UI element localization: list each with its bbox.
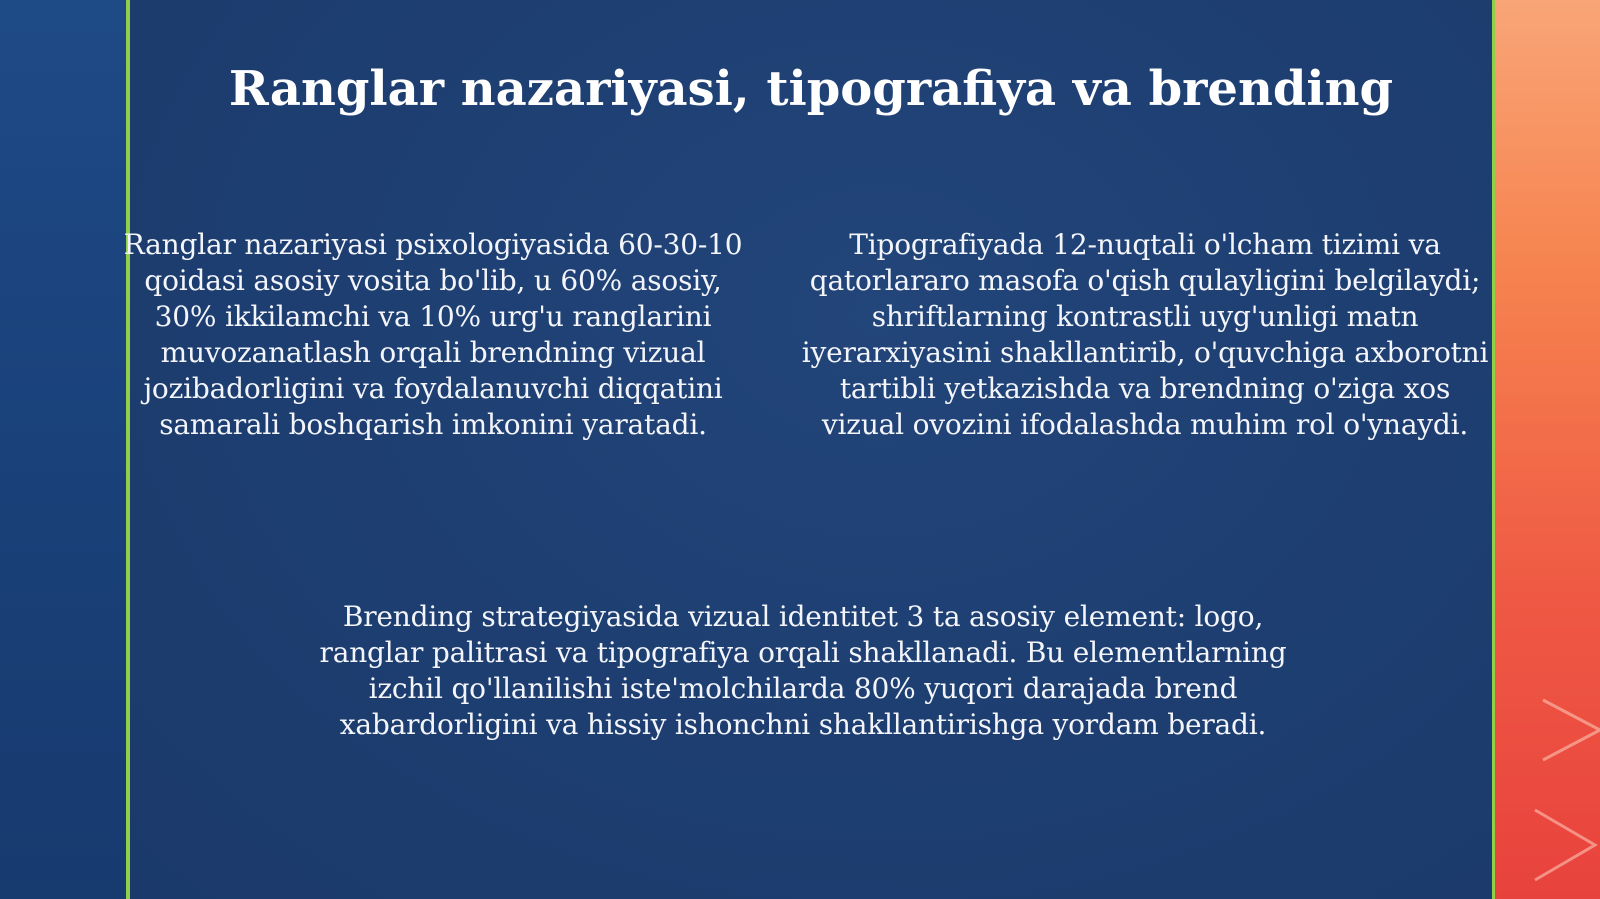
typography-paragraph: Tipografiyada 12-nuqtali o'lcham tizimi va qatorlararo masofa o'qish qulayligini belgilaydi; shriftlarning kontrastli uyg'unligi matn iyerarxiyasini shakllantirib, o'quvchiga axborotni tartibli yetkazishda va brendning o'ziga xos vizual ovozini ifodalashda muhim rol o'ynaydi. — [801, 228, 1489, 441]
chevron-right-outline-icon — [1535, 810, 1595, 880]
right-gradient-strip — [1495, 0, 1600, 899]
chevron-right-outline-icon — [1543, 700, 1600, 760]
chevron-decoration — [1495, 0, 1600, 899]
slide-panel — [130, 0, 1492, 899]
slide-title: Ranglar nazariyasi, tipografiya va brending — [228, 61, 1394, 117]
color-theory-paragraph: Ranglar nazariyasi psixologiyasida 60-30-10 qoidasi asosiy vosita bo'lib, u 60% asosiy, 30% ikkilamchi va 10% urg'u ranglarini muvozanatlash orqali brendning vizual jozibadorligini va foydalanuvchi diqqatini samarali boshqarish imkonini yaratadi. — [123, 228, 743, 441]
branding-paragraph: Brending strategiyasida vizual identitet 3 ta asosiy element: logo, ranglar palitrasi va tipografiya orqali shakllanadi. Bu elementlarning izchil qo'llanilishi iste'molchilarda 80% yuqori darajada brend xabardorligini va hissiy ishonchni shakllantirishga yordam beradi. — [319, 600, 1287, 741]
left-background-strip — [0, 0, 128, 899]
